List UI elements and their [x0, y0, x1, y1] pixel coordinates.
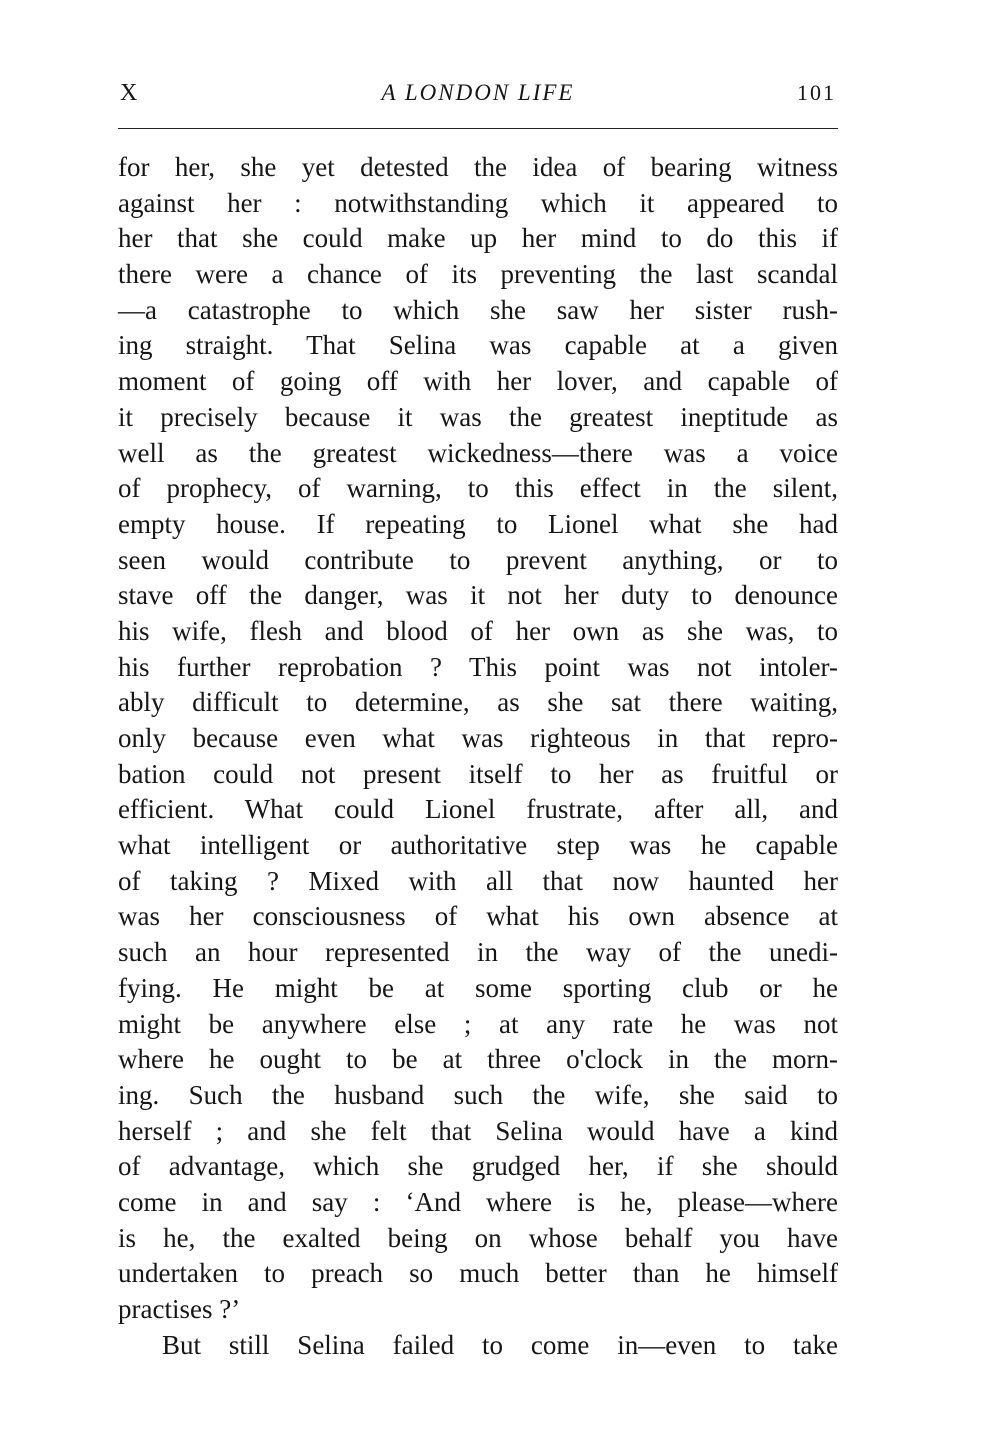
- text-line: stave off the danger, was it not her duty to denounce: [118, 580, 838, 611]
- text-line: seen would contribute to prevent anything, or to: [118, 544, 838, 575]
- text-line: his further reprobation ? This point was not intoler-: [118, 651, 838, 682]
- page-number: 101: [797, 80, 836, 105]
- text-line: there were a chance of its preventing the last scandal: [118, 259, 838, 290]
- text-line: herself ; and she felt that Selina would have a kind: [118, 1115, 838, 1146]
- text-line: only because even what was righteous in that repro-: [118, 723, 838, 753]
- text-line: ing. Such the husband such the wife, she said to: [118, 1079, 838, 1110]
- text-line: against her : notwithstanding which it appeared to: [118, 187, 838, 218]
- text-line: ing straight. That Selina was capable at a given: [118, 330, 838, 361]
- text-line: well as the greatest wickedness—there was a voice: [118, 437, 838, 468]
- chapter-number: X: [120, 80, 139, 106]
- text-line: what intelligent or authoritative step was he capable: [118, 830, 838, 861]
- text-line: bation could not present itself to her as fruitful or: [118, 758, 838, 789]
- text-line: his wife, flesh and blood of her own as she was, to: [118, 615, 838, 646]
- text-line: such an hour represented in the way of the unedi-: [118, 937, 838, 968]
- text-line: empty house. If repeating to Lionel what she had: [118, 508, 838, 539]
- running-header: [118, 80, 838, 112]
- running-title: A LONDON LIFE: [381, 80, 575, 105]
- text-line: of taking ? Mixed with all that now haunted her: [118, 865, 838, 896]
- text-line: —a catastrophe to which she saw her sister rush-: [118, 294, 838, 325]
- text-line: come in and say : ‘And where is he, please—where: [118, 1186, 838, 1217]
- text-line: efficient. What could Lionel frustrate, after all, and: [118, 794, 838, 825]
- text-line: might be anywhere else ; at any rate he was not: [118, 1008, 838, 1039]
- text-line: of prophecy, of warning, to this effect in the silent,: [118, 473, 838, 504]
- text-line: for her, she yet detested the idea of bearing witness: [118, 152, 838, 182]
- text-line: her that she could make up her mind to do this if: [118, 223, 838, 254]
- text-line: fying. He might be at some sporting club or he: [118, 972, 838, 1003]
- text-line: undertaken to preach so much better than he himself: [118, 1258, 838, 1289]
- text-line: of advantage, which she grudged her, if she should: [118, 1151, 838, 1182]
- text-line: was her consciousness of what his own absence at: [118, 901, 838, 932]
- text-line: ably difficult to determine, as she sat there waiting,: [118, 687, 838, 718]
- text-line: it precisely because it was the greatest ineptitude as: [118, 401, 838, 432]
- paragraph-start-line: But still Selina failed to come in—even to take: [162, 1329, 838, 1360]
- text-line: where he ought to be at three o'clock in the morn-: [118, 1044, 838, 1075]
- paragraph-end-line: practises ?’: [118, 1294, 241, 1324]
- text-line: moment of going off with her lover, and capable of: [118, 366, 838, 397]
- text-line: is he, the exalted being on whose behalf you have: [118, 1222, 838, 1253]
- header-rule: [118, 128, 838, 129]
- page-body: [118, 150, 838, 1363]
